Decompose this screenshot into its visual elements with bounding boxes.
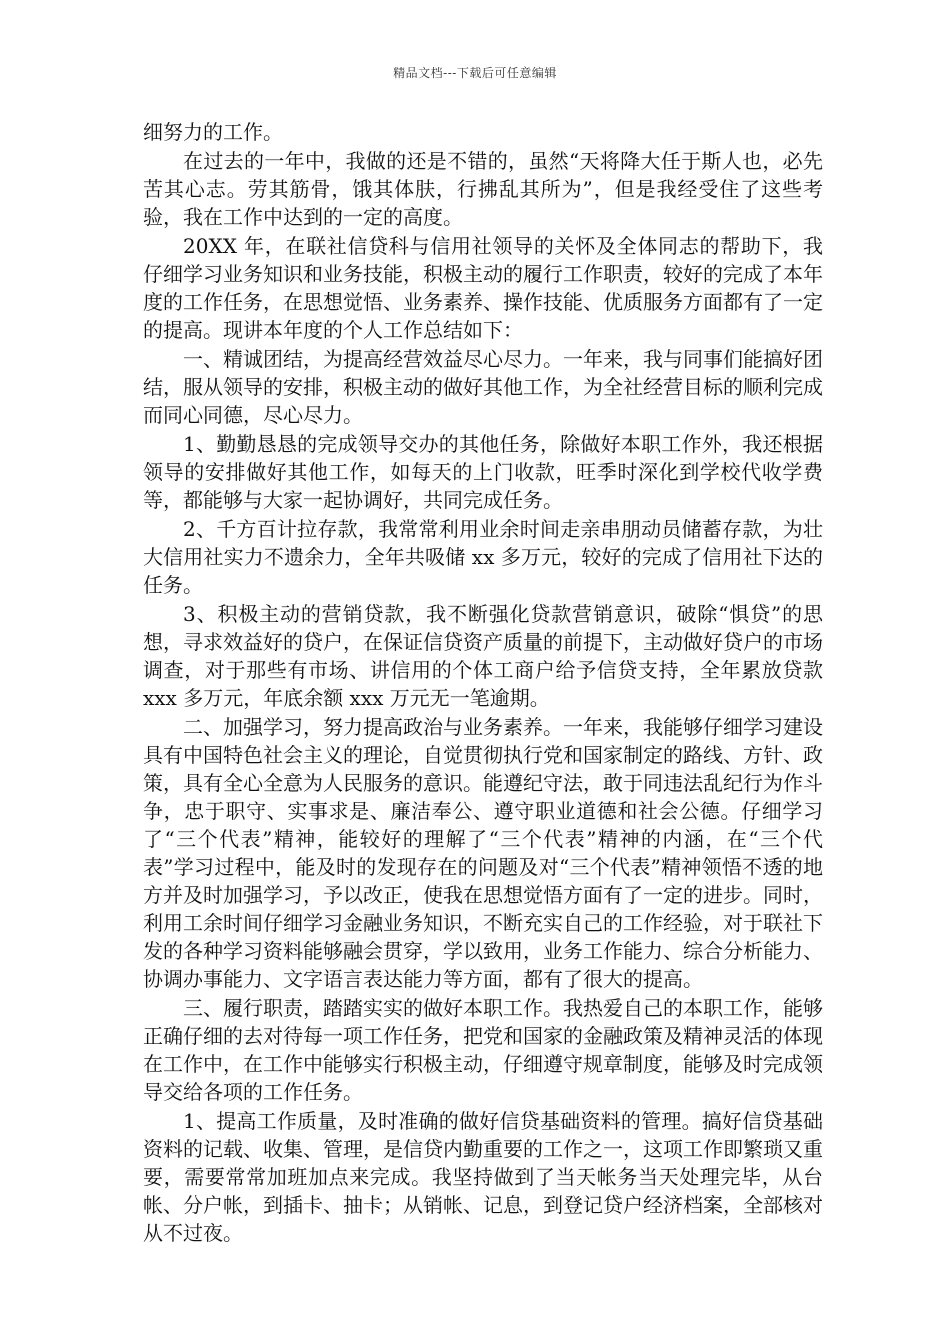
paragraph-intro: 在过去的一年中，我做的还是不错的，虽然“天将降大任于斯人也，必先苦其心志。劳其筋骨，饿其体肤，行拂乱其所为”，但是我经受住了这些考验，我在工作中达到的一定的高度。	[143, 149, 823, 229]
section-1-item-1: 1、勤勤恳恳的完成领导交办的其他任务，除做好本职工作外，我还根据领导的安排做好其他工作，如每天的上门收款，旺季时深化到学校代收学费等，都能够与大家一起协调好，共同完成任务。	[143, 432, 823, 512]
paragraph-summary-overview: 20XX 年，在联社信贷科与信用社领导的关怀及全体同志的帮助下，我仔细学习业务知识和业务技能，积极主动的履行工作职责，较好的完成了本年度的工作任务，在思想觉悟、业务素养、操作技能、优质服务方面都有了一定的提高。现讲本年度的个人工作总结如下：	[143, 234, 823, 342]
paragraph-continuation: 细努力的工作。	[143, 120, 283, 144]
section-1-item-3: 3、积极主动的营销贷款，我不断强化贷款营销意识，破除“惧贷”的思想，寻求效益好的贷户，在保证信贷资产质量的前提下，主动做好贷户的市场调查，对于那些有市场、讲信用的个体工商户给予信贷支持，全年累放贷款 xxx 多万元，年底余额 xxx 万元无一笔逾期。	[143, 602, 823, 710]
page-header: 精品文档---下载后可任意编辑	[393, 66, 557, 80]
section-heading-3: 三、履行职责，踏踏实实的做好本职工作。我热爱自己的本职工作，能够正确仔细的去对待每一项工作任务，把党和国家的金融政策及精神灵活的体现在工作中，在工作中能够实行积极主动，仔细遵守规章制度，能够及时完成领导交给各项的工作任务。	[143, 996, 823, 1104]
section-1-item-2: 2、千方百计拉存款，我常常利用业余时间走亲串朋动员储蓄存款，为壮大信用社实力不遗余力，全年共吸储 xx 多万元，较好的完成了信用社下达的任务。	[143, 517, 823, 597]
section-heading-1: 一、精诚团结，为提高经营效益尽心尽力。一年来，我与同事们能搞好团结，服从领导的安排，积极主动的做好其他工作，为全社经营目标的顺利完成而同心同德，尽心尽力。	[143, 347, 823, 427]
section-heading-2: 二、加强学习，努力提高政治与业务素养。一年来，我能够仔细学习建设具有中国特色社会主义的理论，自觉贯彻执行党和国家制定的路线、方针、政策，具有全心全意为人民服务的意识。能遵纪守法，敢于同违法乱纪行为作斗争，忠于职守、实事求是、廉洁奉公、遵守职业道德和社会公德。仔细学习了“三个代表”精神，能较好的理解了“三个代表”精神的内涵，在“三个代表”学习过程中，能及时的发现存在的问题及对“三个代表”精神领悟不透的地方并及时加强学习，予以改正，使我在思想觉悟方面有了一定的进步。同时，利用工余时间仔细学习金融业务知识，不断充实自己的工作经验，对于联社下发的各种学习资料能够融会贯穿，学以致用，业务工作能力、综合分析能力、协调办事能力、文字语言表达能力等方面，都有了很大的提高。	[143, 715, 823, 991]
section-3-item-1: 1、提高工作质量，及时准确的做好信贷基础资料的管理。搞好信贷基础资料的记载、收集、管理，是信贷内勤重要的工作之一，这项工作即繁琐又重要，需要常常加班加点来完成。我坚持做到了当天帐务当天处理完毕，从台帐、分户帐，到插卡、抽卡；从销帐、记息，到登记贷户经济档案，全部核对从不过夜。	[143, 1109, 823, 1245]
document-body	[143, 118, 823, 1248]
